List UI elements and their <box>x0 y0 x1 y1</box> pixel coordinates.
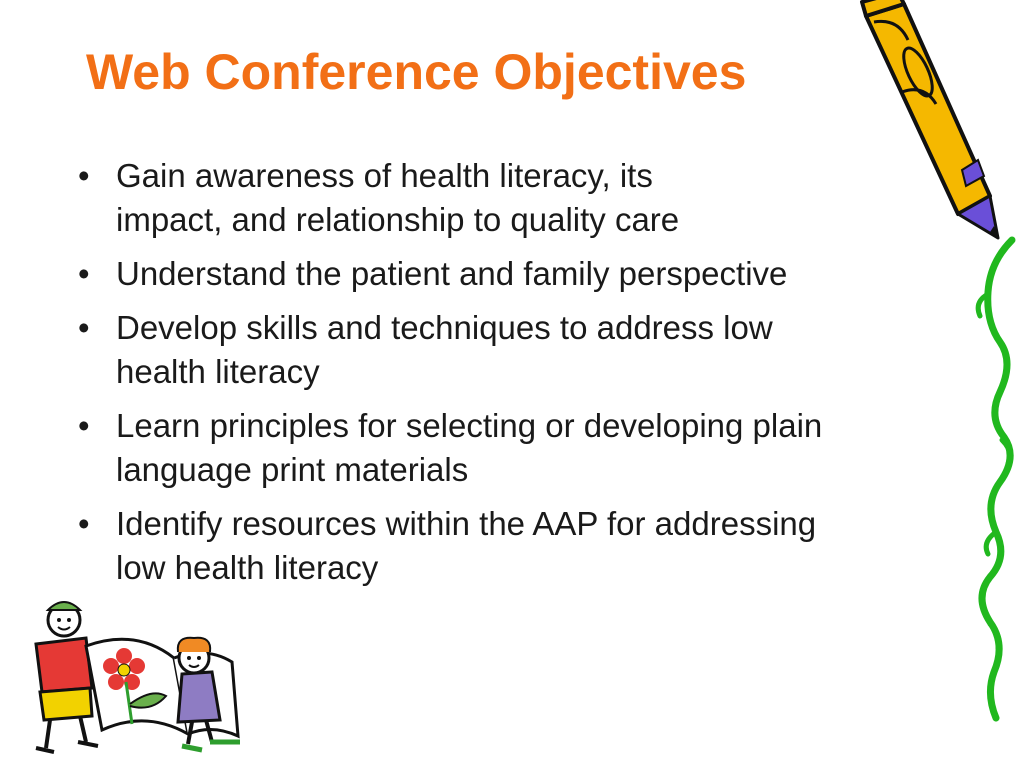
bullet-marker: • <box>78 309 90 346</box>
objective-text: Develop skills and techniques to address low health literacy <box>116 309 773 390</box>
objective-text: Understand the patient and family perspective <box>116 255 788 292</box>
bullet-marker: • <box>78 407 90 444</box>
objective-text: Gain awareness of health literacy, its impact, and relationship to quality care <box>116 157 680 238</box>
objective-text: Identify resources within the AAP for addressing low health literacy <box>116 505 817 586</box>
pencil-icon <box>858 0 1003 245</box>
vine-decoration <box>960 232 1020 722</box>
objective-item <box>72 502 972 590</box>
objective-item <box>72 252 972 296</box>
bullet-marker: • <box>78 505 90 542</box>
objective-item <box>72 154 972 242</box>
children-reading-icon <box>6 592 256 762</box>
bullet-marker: • <box>78 255 90 292</box>
objective-item <box>72 306 972 394</box>
objectives-list <box>72 154 972 600</box>
objective-item <box>72 404 972 492</box>
slide-title: Web Conference Objectives <box>86 44 747 100</box>
bullet-marker: • <box>78 157 90 194</box>
objective-text: Learn principles for selecting or developing plain language print materials <box>116 407 823 488</box>
